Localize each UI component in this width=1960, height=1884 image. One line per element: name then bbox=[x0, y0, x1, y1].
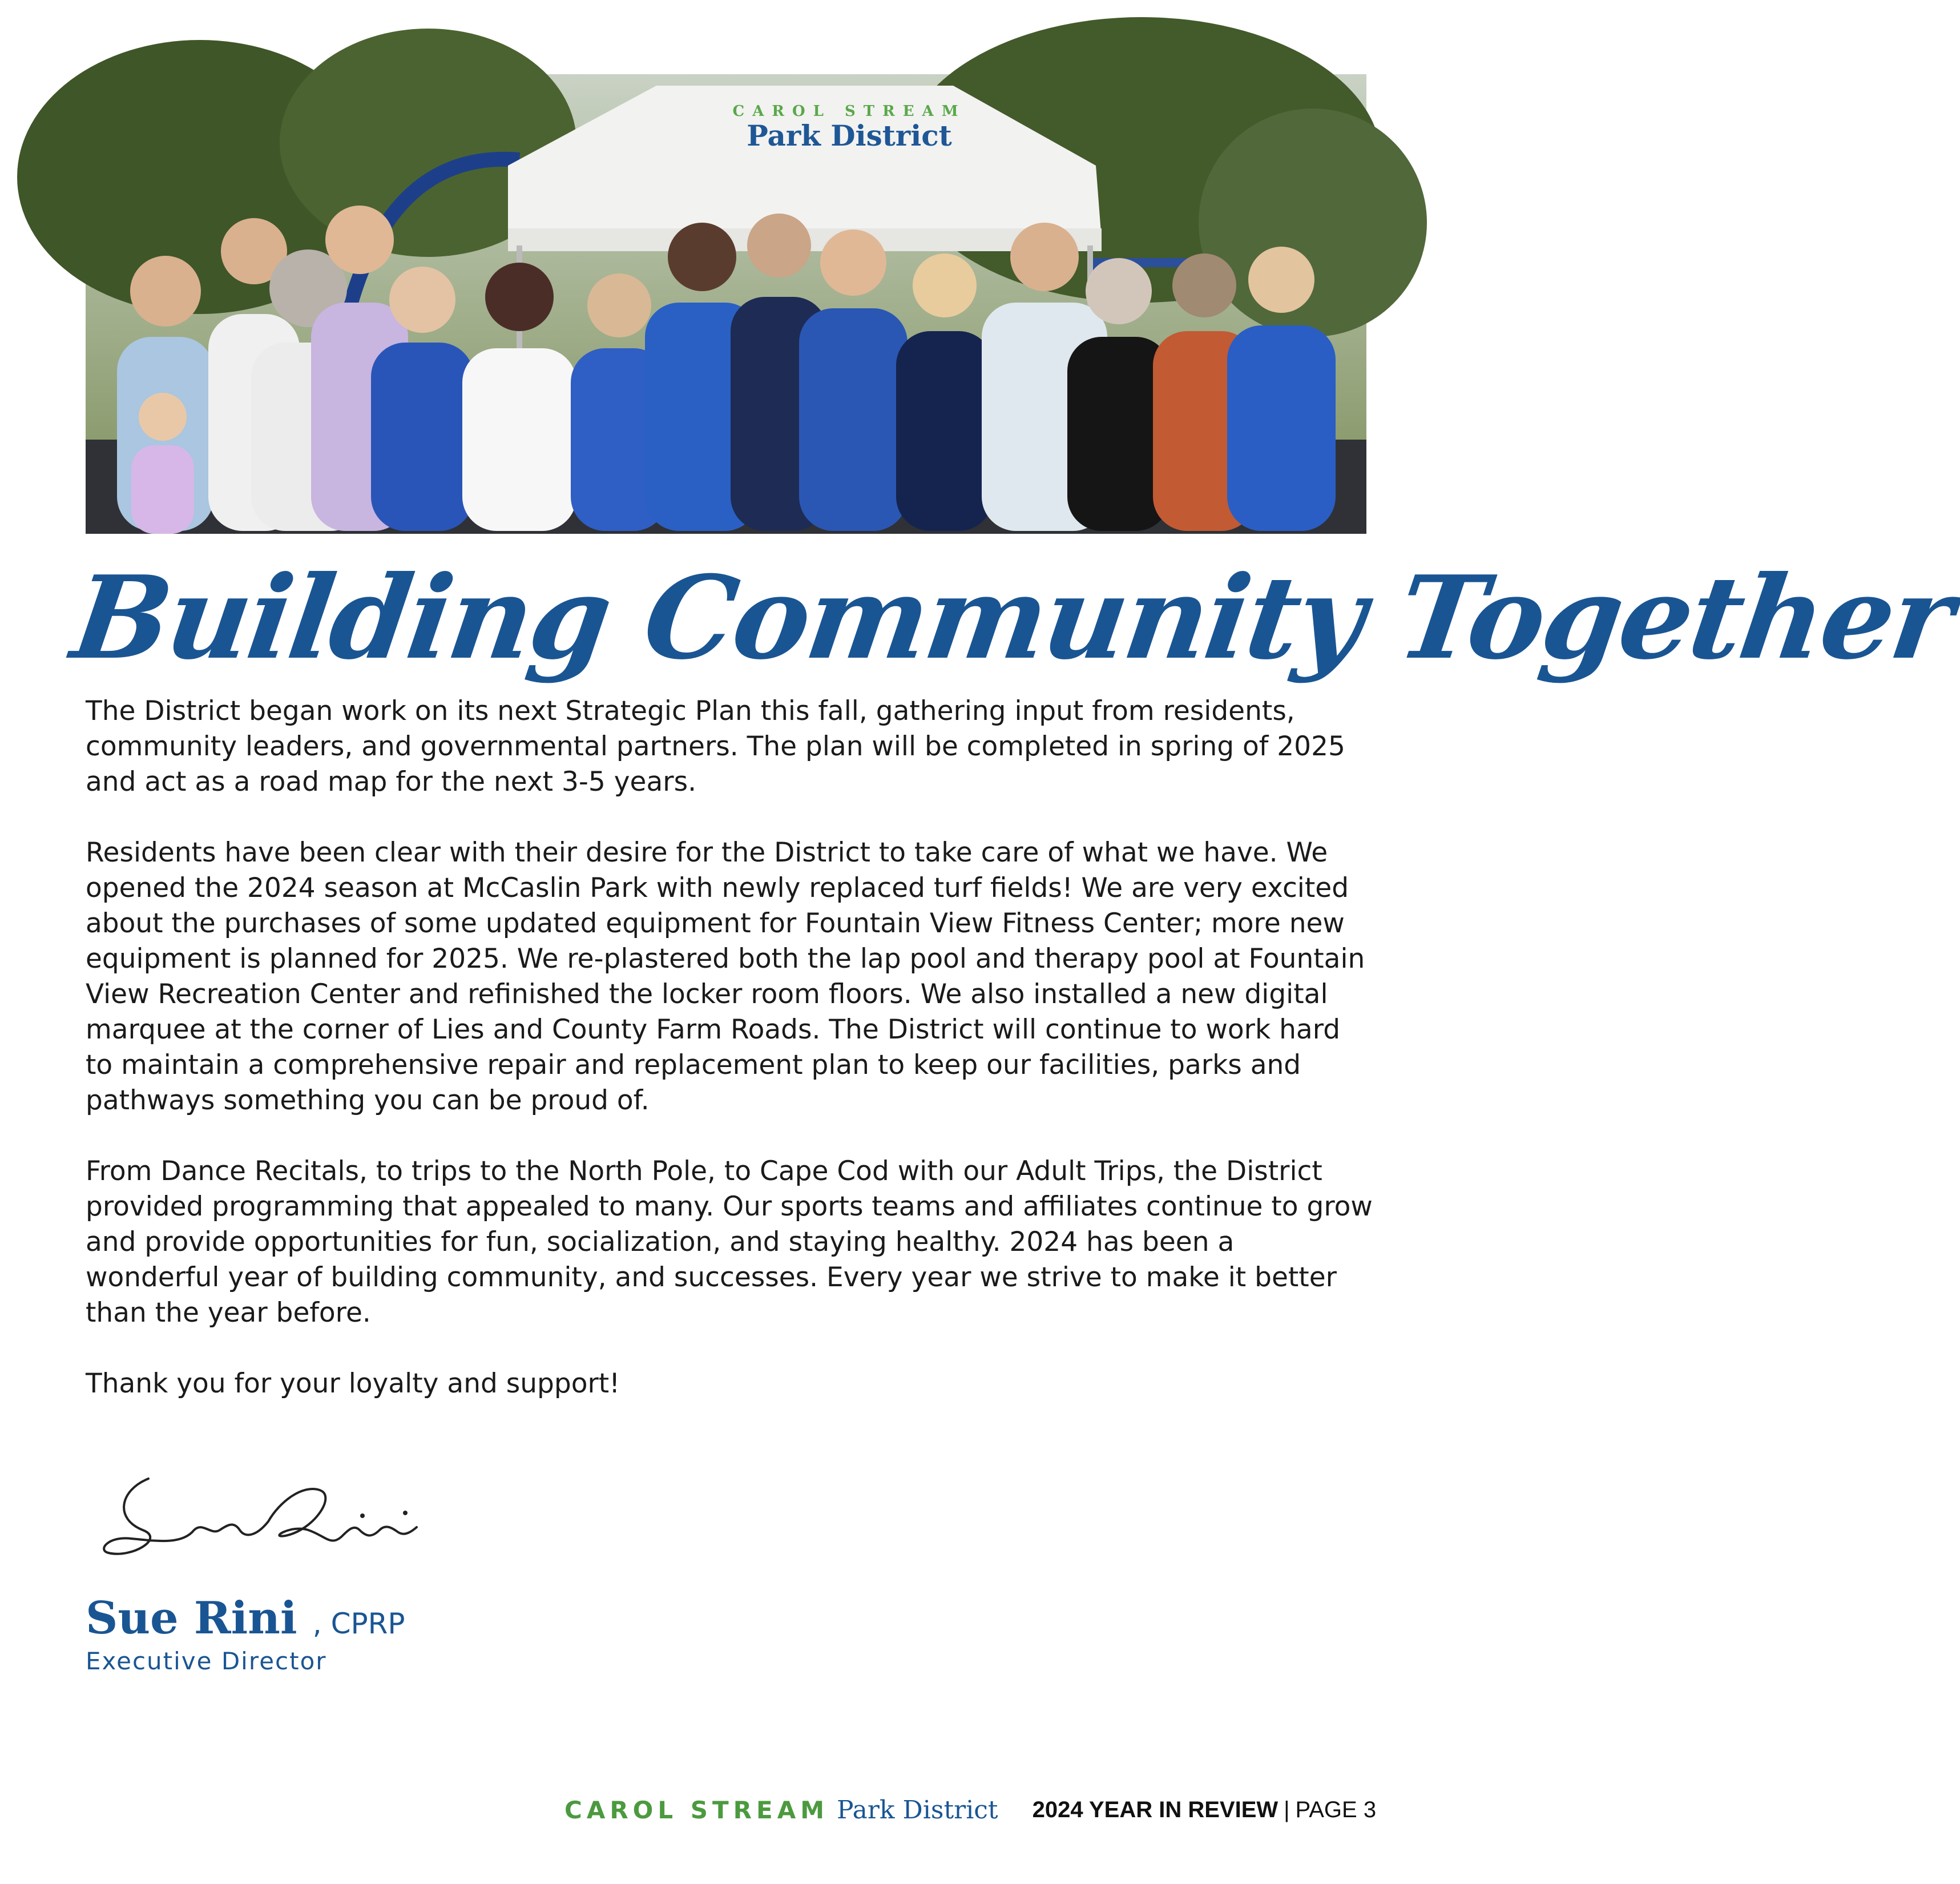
footer-brand-park-district: Park District bbox=[837, 1795, 998, 1825]
handwritten-signature bbox=[97, 1467, 428, 1564]
tent-brand-name: Park District bbox=[747, 119, 952, 152]
footer-separator: | bbox=[1284, 1797, 1290, 1822]
paragraph-programming: From Dance Recitals, to trips to the North Pole, to Cape Cod with our Adult Trips, the District provided programming that appealed to many. Our sports teams and affiliates continue to grow and provide opportunities for fun, socialization, and staying healthy. 2024 has been a wonderful year of building community, and successes. Every year we strive to make it better than the year before. bbox=[86, 1156, 1373, 1329]
footer-year-in-review: 2024 YEAR IN REVIEW bbox=[1032, 1797, 1279, 1822]
footer-brand-carol-stream: CAROL STREAM bbox=[564, 1796, 829, 1824]
paragraph-strategic-plan: The District began work on its next Strategic Plan this fall, gathering input from residents, community leaders, and governmental partners. The plan will be completed in spring of 2025 and act as a road map for the next 3-5 years. bbox=[86, 695, 1345, 798]
paragraph-thank-you: Thank you for your loyalty and support! bbox=[86, 1368, 620, 1399]
tent-logo bbox=[709, 103, 989, 166]
page-title: Building Community Together bbox=[64, 551, 1960, 685]
signatory-credential: , CPRP bbox=[312, 1607, 405, 1640]
tent-brand-top: CAROL STREAM bbox=[732, 103, 966, 120]
group-photo bbox=[86, 74, 1366, 534]
body-text bbox=[86, 694, 1376, 1437]
signatory-name-text: Sue Rini bbox=[86, 1592, 297, 1644]
signatory-title: Executive Director bbox=[86, 1647, 327, 1675]
page-number: PAGE 3 bbox=[1295, 1797, 1377, 1822]
page-footer bbox=[556, 1793, 1377, 1827]
paragraph-facilities: Residents have been clear with their desire for the District to take care of what we have. We opened the 2024 season at McCaslin Park with newly replaced turf fields! We are very excited about the purchases of some updated equipment for Fountain View Fitness Center; more new equipment is planned for 2025. We re-plastered both the lap pool and therapy pool at Fountain View Recreation Center and refinished the locker room floors. We also installed a new digital marquee at the corner of Lies and County Farm Roads. The District will continue to work hard to maintain a comprehensive repair and replacement plan to keep our facilities, parks and pathways something you can be proud of. bbox=[86, 837, 1365, 1116]
signatory-name bbox=[86, 1593, 405, 1649]
